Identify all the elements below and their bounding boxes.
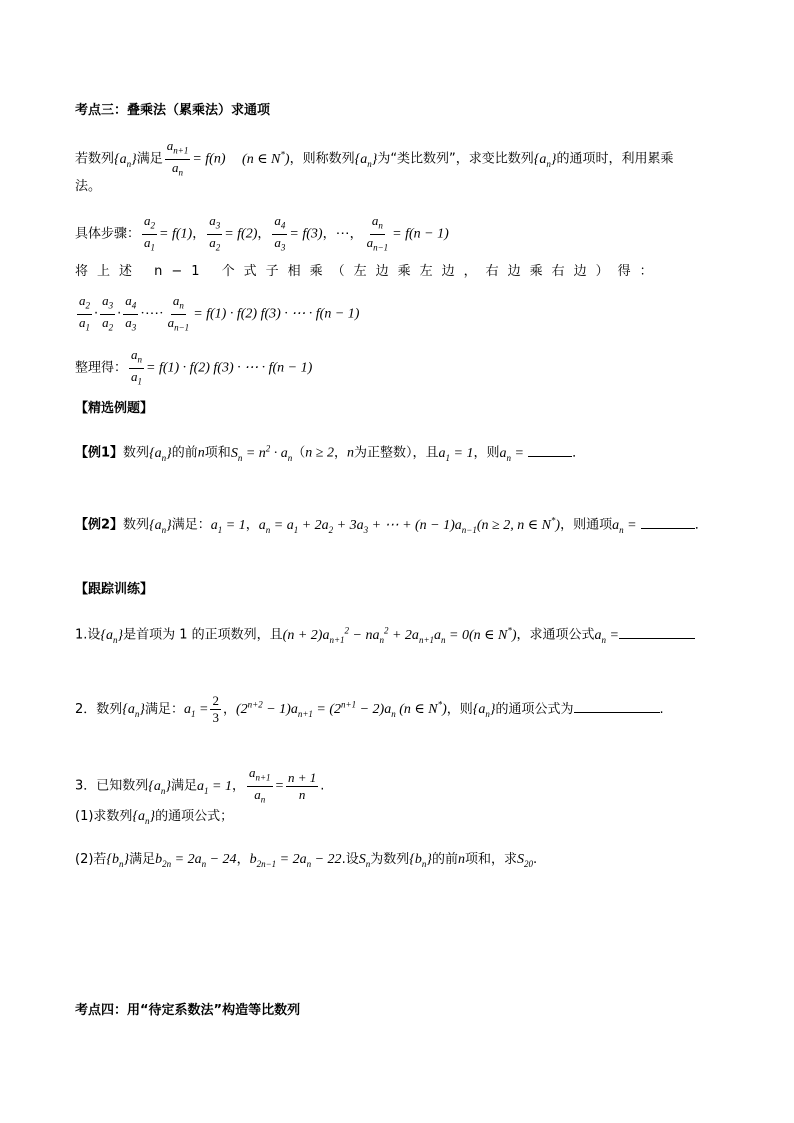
problem-2: 2．数列$\{a_n\}$满足：$a_1$ = $\frac{2}{3}$ ，$(2^{n+2} - 1)a_{n+1} = (2^{n+1} - 2)a_n$ (n ∈ N*)，则$\{a_n\}$的通项公式为 .: [75, 693, 664, 725]
p3-q2-text-e: 为数列: [370, 852, 410, 867]
p3-end: .: [320, 778, 325, 794]
intro-text-c: ，则称数列: [289, 151, 355, 167]
section3-intro: 若数列$\{a_n\}$满足 $\frac{a_{n+1}}{a_n}$ = f(n) (n ∈ N*)，则称数列$\{a_n\}$为“类比数列”，求变比数列$\{a_n\}$的通项时，利用累乘: [75, 138, 674, 178]
ex1-text-c: 项和: [204, 445, 231, 461]
p3-q2-text-d: .设: [341, 852, 359, 867]
p2-text-b: 满足：: [145, 702, 185, 717]
p3-q2-text-a: (2)若: [75, 852, 107, 867]
p3-text-b: 满足: [171, 778, 198, 794]
p3-q2-end: .: [532, 852, 538, 867]
ex1-text-f: 为正整数），且: [353, 445, 439, 461]
result-line: 整理得： $\frac{a_n}{a_1}$ = f(1) · f(2) f(3) · ⋯ · f(n − 1): [75, 347, 313, 387]
intro-text-e: 的通项时，利用累乘: [556, 151, 674, 167]
example-1: 【例1】数列$\{a_n\}$的前n项和$S_n = n^2 \cdot a_n(n \ge 2$，n为正整数），且$a_1 = 1$，则$a_n$ = ．: [75, 443, 586, 463]
p3-text-a: 3．已知数列: [75, 778, 149, 794]
p1-text-a: 1.设: [75, 627, 101, 643]
steps-label: 具体步骤：: [75, 226, 141, 242]
problem-3-q2: (2)若$\{b_n\}$满足$b_{2n} = 2a_n - 24$，$b_{2n-1} = 2a_n - 22$.设$S_n$为数列$\{b_n\}$的前n项和，求$S_{20}$.: [75, 852, 538, 869]
p2-answer-blank[interactable]: [574, 698, 660, 713]
ex1-text-g: ，则: [473, 445, 500, 461]
ex2-text-b: 满足：: [171, 517, 211, 533]
problem-3-q1: (1)求数列$\{a_n\}$的通项公式；: [75, 809, 234, 826]
problem-3: 3．已知数列$\{a_n\}$满足$a_1 = 1$， $\frac{a_{n+1}}{a_n}$ = $\frac{n + 1}{n}$ .: [75, 765, 325, 805]
example-2: 【例2】数列$\{a_n\}$满足：$a_1 = 1$，$a_n = a_1 + 2a_2 + 3a_3$ + ⋯ + $(n - 1)a_{n-1}(n \ge 2$, n ∈ N*)，则通项$a_n$ = ．: [75, 515, 708, 535]
product-formula: $\frac{a_2}{a_1}$ · $\frac{a_3}{a_2}$ · $\frac{a_4}{a_3}$ ·⋯· $\frac{a_n}{a_{n-1}}$ = f(1) · f(2) f(3) · ⋯ · f(n − 1): [79, 293, 360, 333]
problem-1: 1.设$\{a_n\}$是首项为 1 的正项数列，且$(n + 2)a_{n+1}^2 - na_n^2 + 2a_{n+1}a_n = 0(n$ ∈ N*)，求通项公式$a_n$ =: [75, 620, 695, 649]
p1-text-c: ，求通项公式: [516, 627, 595, 643]
ex1-text-e: ，: [333, 445, 347, 461]
p3-q1-text-a: (1)求数列: [75, 809, 133, 824]
ex2-text-c: ，则通项: [560, 517, 613, 533]
ex1-answer-blank[interactable]: [528, 442, 572, 457]
result-label: 整理得：: [75, 360, 128, 376]
p3-q1-text-b: 的通项公式；: [155, 809, 234, 824]
intro-text-b: 满足: [136, 151, 163, 167]
p3-q2-text-g: 项和，求: [464, 852, 517, 867]
ex1-end: ．: [572, 445, 586, 461]
p3-q2-text-f: 的前: [431, 852, 458, 867]
ex2-answer-blank[interactable]: [641, 514, 695, 529]
section4-title: 考点四：用“待定系数法”构造等比数列: [75, 1003, 301, 1018]
intro-text-d: 为“类比数列”，求变比数列: [377, 151, 534, 167]
ex2-text-a: 数列: [123, 517, 150, 533]
p3-q2-text-c: ，: [236, 852, 250, 867]
p2-text-a: 2．数列: [75, 702, 123, 717]
training-header: 【跟踪训练】: [75, 582, 154, 597]
examples-header: 【精选例题】: [75, 401, 154, 416]
p1-text-b: 是首项为 1 的正项数列，且: [123, 627, 283, 643]
section3-title: 考点三：叠乘法（累乘法）求通项: [75, 103, 271, 118]
p3-text-c: ，: [231, 778, 245, 794]
p3-q2-text-b: 满足: [129, 852, 156, 867]
ex2-end: ．: [694, 517, 708, 533]
ex1-text-a: 数列: [123, 445, 150, 461]
steps-line: 具体步骤： $\frac{a_2}{a_1}$ = f(1)， $\frac{a_3}{a_2}$ = f(2)， $\frac{a_4}{a_3}$ = f(3)，⋯， $\frac{a_n}{a_{n-1}}$ = f(n − 1): [75, 213, 449, 253]
ex1-text-b: 的前: [171, 445, 198, 461]
multiply-text: 将上述 n−1 个式子相乘（左边乘左边，右边乘右边）得：: [75, 264, 662, 279]
ex1-label: 【例1】: [75, 445, 124, 461]
ex2-label: 【例2】: [75, 517, 124, 533]
p2-end: .: [659, 702, 664, 717]
p2-text-c: ，则: [446, 702, 473, 717]
p1-answer-blank[interactable]: [619, 624, 695, 639]
intro-text-f: 法。: [75, 179, 102, 194]
p2-text-d: 的通项公式为: [495, 702, 574, 717]
intro-text-a: 若数列: [75, 151, 115, 167]
ex1-text-d: （: [292, 445, 306, 461]
